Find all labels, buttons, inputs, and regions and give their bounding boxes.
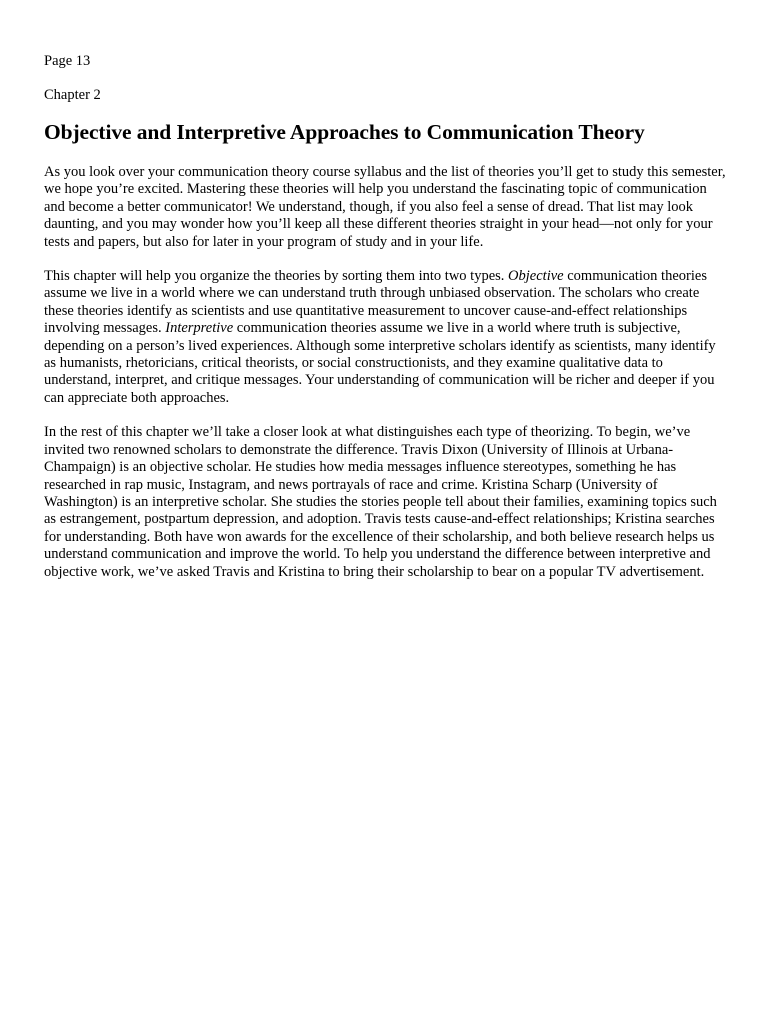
chapter-label: Chapter 2: [44, 87, 101, 103]
emphasis-interpretive: Interpretive: [165, 320, 234, 337]
body-text: [44, 164, 728, 581]
page-number: Page 13: [44, 53, 91, 69]
paragraph-text: communication theories assume we live in a world where we can understand truth through unbiased observation. The scholars who create these theories identify as scientists and use quantitative measurement to uncover cause-and-effect relationships involving messages.: [44, 268, 707, 337]
paragraph-scholars: In the rest of this chapter we’ll take a closer look at what distinguishes each type of theorizing. To begin, we’ve invited two renowned scholars to demonstrate the difference. Travis Dixon (University of Illinois at Urbana-Champaign) is an objective scholar. He studies how media messages influence stereotypes, something he has researched in rap music, Instagram, and news portrayals of race and crime. Kristina Scharp (University of Washington) is an interpretive scholar. She studies the stories people tell about their families, examining topics such as estrangement, postpartum depression, and adoption. Travis tests cause-and-effect relationships; Kristina searches for understanding. Both have won awards for the excellence of their scholarship, and both believe research helps us understand communication and improve the world. To help you understand the difference between interpretive and objective work, we’ve asked Travis and Kristina to bring their scholarship to bear on a popular TV advertisement.: [44, 424, 717, 580]
paragraph-intro: As you look over your communication theory course syllabus and the list of theories you’ll get to study this semester, we hope you’re excited. Mastering these theories will help you understand the fascinating topic of communication and become a better communicator! We understand, though, if you also feel a sense of dread. That list may look daunting, and you may wonder how you’ll keep all these different theories straight in your head—not only for your tests and papers, but also for later in your program of study and in your life.: [44, 164, 726, 250]
emphasis-objective: Objective: [508, 268, 564, 285]
paragraph-text: This chapter will help you organize the theories by sorting them into two types.: [44, 268, 509, 285]
paragraph-theory-types: [44, 268, 728, 407]
paragraph-text: communication theories assume we live in a world where truth is subjective, depending on a person’s lived experiences. Although some interpretive scholars identify as scientists, many identify as humanists, rhetoricians, critical theorists, or social constructionists, and they examine qualitative data to understand, interpret, and critique messages. Your understanding of communication will be richer and deeper if you can appreciate both approaches.: [44, 320, 716, 406]
chapter-title: Objective and Interpretive Approaches to Communication Theory: [44, 120, 645, 144]
